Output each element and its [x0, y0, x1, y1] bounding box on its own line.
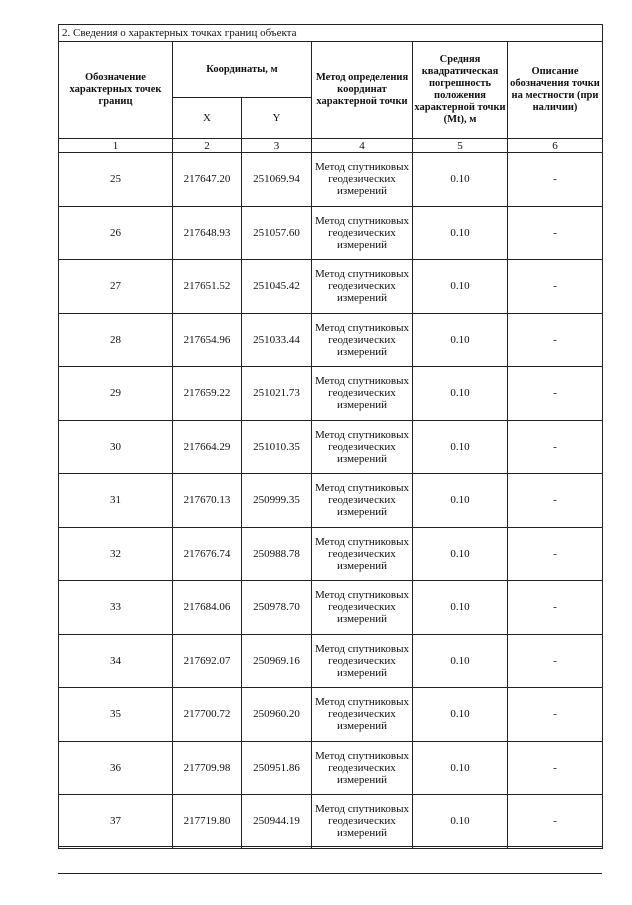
table-row [59, 741, 603, 795]
point-number-cell: 27 [59, 260, 173, 314]
y-coordinate-cell: 250944.19 [242, 795, 312, 849]
table-row [59, 260, 603, 314]
description-cell: - [508, 313, 603, 367]
method-cell: Метод спутниковых геодезических измерений [312, 581, 413, 635]
method-cell: Метод спутниковых геодезических измерений [312, 153, 413, 207]
y-coordinate-cell: 250988.78 [242, 527, 312, 581]
x-coordinate-cell: 217719.80 [173, 795, 242, 849]
rms-error-cell: 0.10 [413, 634, 508, 688]
header-y: Y [242, 98, 312, 139]
boundary-points-table [58, 24, 603, 849]
x-coordinate-cell: 217654.96 [173, 313, 242, 367]
y-coordinate-cell: 251010.35 [242, 420, 312, 474]
rms-error-cell: 0.10 [413, 581, 508, 635]
column-number: 5 [413, 139, 508, 153]
description-cell: - [508, 581, 603, 635]
point-number-cell: 35 [59, 688, 173, 742]
header-method: Метод определения координат характерной точки [312, 42, 413, 139]
page-footer-rule [58, 873, 602, 874]
column-numbers-row [59, 139, 603, 153]
method-cell: Метод спутниковых геодезических измерений [312, 527, 413, 581]
table-row [59, 153, 603, 207]
table-bottom-rule [58, 846, 602, 847]
x-coordinate-cell: 217700.72 [173, 688, 242, 742]
point-number-cell: 30 [59, 420, 173, 474]
rms-error-cell: 0.10 [413, 206, 508, 260]
table-row [59, 795, 603, 849]
method-cell: Метод спутниковых геодезических измерений [312, 741, 413, 795]
y-coordinate-cell: 250999.35 [242, 474, 312, 528]
column-number: 3 [242, 139, 312, 153]
y-coordinate-cell: 250978.70 [242, 581, 312, 635]
rms-error-cell: 0.10 [413, 688, 508, 742]
table-row [59, 313, 603, 367]
table-row [59, 634, 603, 688]
point-number-cell: 34 [59, 634, 173, 688]
rms-error-cell: 0.10 [413, 260, 508, 314]
point-number-cell: 26 [59, 206, 173, 260]
table-row [59, 581, 603, 635]
y-coordinate-cell: 251045.42 [242, 260, 312, 314]
y-coordinate-cell: 251057.60 [242, 206, 312, 260]
y-coordinate-cell: 250951.86 [242, 741, 312, 795]
table-row [59, 367, 603, 421]
y-coordinate-cell: 250960.20 [242, 688, 312, 742]
point-number-cell: 31 [59, 474, 173, 528]
x-coordinate-cell: 217664.29 [173, 420, 242, 474]
rms-error-cell: 0.10 [413, 153, 508, 207]
header-description: Описание обозначения точки на местности (при наличии) [508, 42, 603, 139]
x-coordinate-cell: 217692.07 [173, 634, 242, 688]
description-cell: - [508, 474, 603, 528]
x-coordinate-cell: 217648.93 [173, 206, 242, 260]
method-cell: Метод спутниковых геодезических измерений [312, 420, 413, 474]
y-coordinate-cell: 251033.44 [242, 313, 312, 367]
point-number-cell: 28 [59, 313, 173, 367]
description-cell: - [508, 420, 603, 474]
method-cell: Метод спутниковых геодезических измерений [312, 688, 413, 742]
description-cell: - [508, 741, 603, 795]
x-coordinate-cell: 217651.52 [173, 260, 242, 314]
method-cell: Метод спутниковых геодезических измерений [312, 634, 413, 688]
description-cell: - [508, 153, 603, 207]
header-coordinates: Координаты, м [173, 42, 312, 98]
x-coordinate-cell: 217647.20 [173, 153, 242, 207]
x-coordinate-cell: 217709.98 [173, 741, 242, 795]
point-number-cell: 29 [59, 367, 173, 421]
point-number-cell: 32 [59, 527, 173, 581]
table-row [59, 206, 603, 260]
rms-error-cell: 0.10 [413, 474, 508, 528]
rms-error-cell: 0.10 [413, 795, 508, 849]
point-number-cell: 25 [59, 153, 173, 207]
description-cell: - [508, 367, 603, 421]
method-cell: Метод спутниковых геодезических измерений [312, 367, 413, 421]
description-cell: - [508, 260, 603, 314]
header-x: X [173, 98, 242, 139]
y-coordinate-cell: 250969.16 [242, 634, 312, 688]
description-cell: - [508, 527, 603, 581]
table-row [59, 474, 603, 528]
description-cell: - [508, 795, 603, 849]
method-cell: Метод спутниковых геодезических измерений [312, 474, 413, 528]
document-sheet [58, 24, 602, 849]
description-cell: - [508, 206, 603, 260]
section-title: 2. Сведения о характерных точках границ объекта [59, 25, 603, 42]
column-number: 6 [508, 139, 603, 153]
method-cell: Метод спутниковых геодезических измерений [312, 795, 413, 849]
table-row [59, 527, 603, 581]
point-number-cell: 37 [59, 795, 173, 849]
x-coordinate-cell: 217659.22 [173, 367, 242, 421]
point-number-cell: 33 [59, 581, 173, 635]
rms-error-cell: 0.10 [413, 527, 508, 581]
rms-error-cell: 0.10 [413, 367, 508, 421]
table-row [59, 420, 603, 474]
method-cell: Метод спутниковых геодезических измерений [312, 313, 413, 367]
header-rms-error: Средняя квадратическая погрешность положения характерной точки (Мt), м [413, 42, 508, 139]
column-number: 2 [173, 139, 242, 153]
column-number: 4 [312, 139, 413, 153]
x-coordinate-cell: 217684.06 [173, 581, 242, 635]
table-row [59, 688, 603, 742]
rms-error-cell: 0.10 [413, 420, 508, 474]
method-cell: Метод спутниковых геодезических измерений [312, 260, 413, 314]
method-cell: Метод спутниковых геодезических измерений [312, 206, 413, 260]
x-coordinate-cell: 217676.74 [173, 527, 242, 581]
header-point-designation: Обозначение характерных точек границ [59, 42, 173, 139]
y-coordinate-cell: 251021.73 [242, 367, 312, 421]
rms-error-cell: 0.10 [413, 741, 508, 795]
description-cell: - [508, 634, 603, 688]
description-cell: - [508, 688, 603, 742]
y-coordinate-cell: 251069.94 [242, 153, 312, 207]
point-number-cell: 36 [59, 741, 173, 795]
column-number: 1 [59, 139, 173, 153]
rms-error-cell: 0.10 [413, 313, 508, 367]
x-coordinate-cell: 217670.13 [173, 474, 242, 528]
